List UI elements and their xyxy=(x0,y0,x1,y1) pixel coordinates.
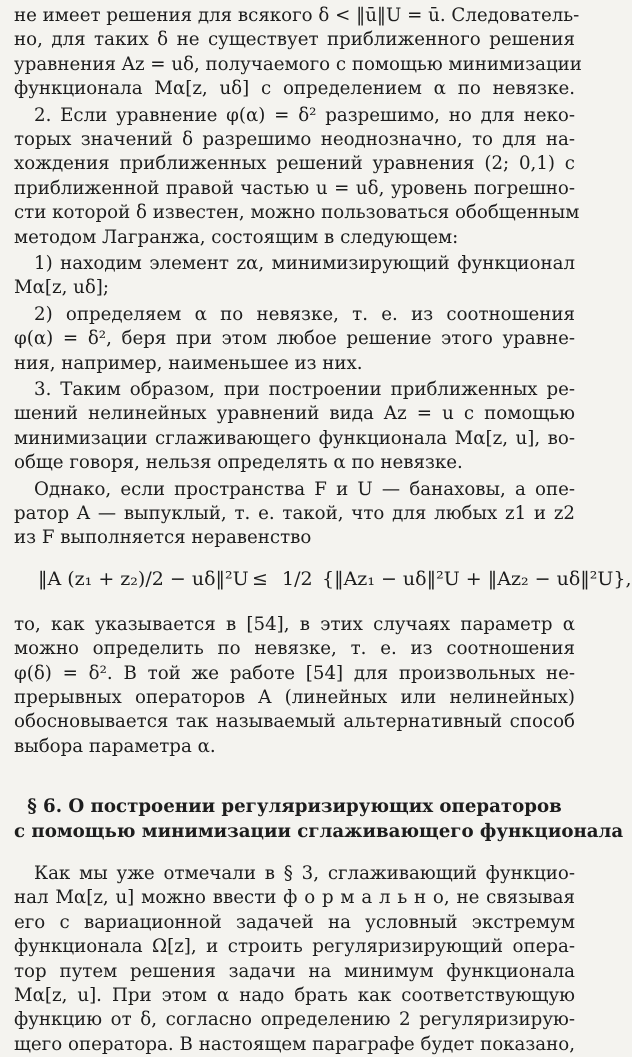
text-line: функционала Ω[z], и строить регуляризирующий опера- xyxy=(14,936,575,958)
text-line: Однако, если пространства F и U — банаховы, а опе- xyxy=(34,478,575,500)
text-line: прерывных операторов A (линейных или нелинейных) xyxy=(14,687,575,708)
text-line: 2) определяем α по невязке, т. е. из соотношения xyxy=(34,303,575,325)
text-line: Как мы уже отмечали в § 3, сглаживающий функцио- xyxy=(34,863,575,884)
text-line: шений нелинейных уравнений вида Az = u с помощью xyxy=(14,403,575,425)
text-line: 1) находим элемент zα, минимизирующий функционал xyxy=(34,253,575,274)
formula-leq: ≤ xyxy=(252,568,268,591)
text-line: методом Лагранжа, состоящим в следующем: xyxy=(14,226,459,248)
text-line: ратор A — выпуклый, т. е. такой, что для любых z1 и z2 xyxy=(14,503,575,524)
text-line: щего оператора. В настоящем параграфе будет показано, xyxy=(14,1033,575,1055)
text-line: обще говоря, нельзя определять α по невязке. xyxy=(14,452,463,474)
text-line: торых значений δ разрешимо неоднозначно, то для на- xyxy=(14,129,575,150)
text-line: уравнения Az = uδ, получаемого с помощью минимизации xyxy=(14,53,582,75)
text-line: можно определить по невязке, т. е. из соотношения xyxy=(14,638,575,660)
text-line: 3. Таким образом, при построении приближенных ре- xyxy=(34,379,575,400)
text-line: обосновывается так называемый альтернативный способ xyxy=(14,711,575,733)
text-line: функционала Mα[z, uδ] с определением α по невязке. xyxy=(14,78,575,100)
text-line: то, как указывается в [54], в этих случаях параметр α xyxy=(14,613,575,635)
text-line: 2. Если уравнение φ(α) = δ² разрешимо, но для неко- xyxy=(34,104,575,126)
inequality-formula xyxy=(30,554,632,610)
text-line: Mα[z, u]. При этом α надо брать как соответствующую xyxy=(14,985,575,1006)
formula-half: 1/2 xyxy=(282,568,313,591)
text-line: не имеет решения для всякого δ < ‖ū‖U = ū. Следователь- xyxy=(14,5,580,26)
section-heading-line2: с помощью минимизации сглаживающего функционала xyxy=(14,820,624,842)
text-line: функцию от δ, согласно определению 2 регуляризирую- xyxy=(14,1009,575,1031)
text-line: ния, например, наименьшее из них. xyxy=(14,352,363,374)
text-line: минимизации сглаживающего функционала Mα[z, u], во- xyxy=(14,427,575,449)
text-line: сти которой δ известен, можно пользоваться обобщенным xyxy=(14,202,580,224)
text-line: тор путем решения задачи на минимум функционала xyxy=(14,960,575,982)
section-heading-line1: § 6. О построении регуляризирующих операторов xyxy=(27,796,562,818)
formula-right: {‖Az₁ − uδ‖²U + ‖Az₂ − uδ‖²U}, xyxy=(322,568,632,591)
text-line: φ(α) = δ², беря при этом любое решение этого уравне- xyxy=(14,328,575,350)
text-line: Mα[z, uδ]; xyxy=(14,277,110,299)
text-line: нал Mα[z, u] можно ввести ф о р м а л ь н о, не связывая xyxy=(14,887,575,909)
text-line: его с вариационной задачей на условный экстремум xyxy=(14,911,575,933)
formula-left-norm: ‖A (z₁ + z₂)/2 − uδ‖²U xyxy=(38,568,249,591)
text-line: выбора параметра α. xyxy=(14,735,216,757)
text-line: хождения приближенных решений уравнения (2; 0,1) с xyxy=(14,153,575,175)
text-line: но, для таких δ не существует приближенного решения xyxy=(14,29,575,51)
text-line: приближенной правой частью u = uδ, уровень погрешно- xyxy=(14,177,575,199)
text-line: из F выполняется неравенство xyxy=(14,527,312,549)
text-line: φ(δ) = δ². В той же работе [54] для произвольных не- xyxy=(14,662,575,684)
